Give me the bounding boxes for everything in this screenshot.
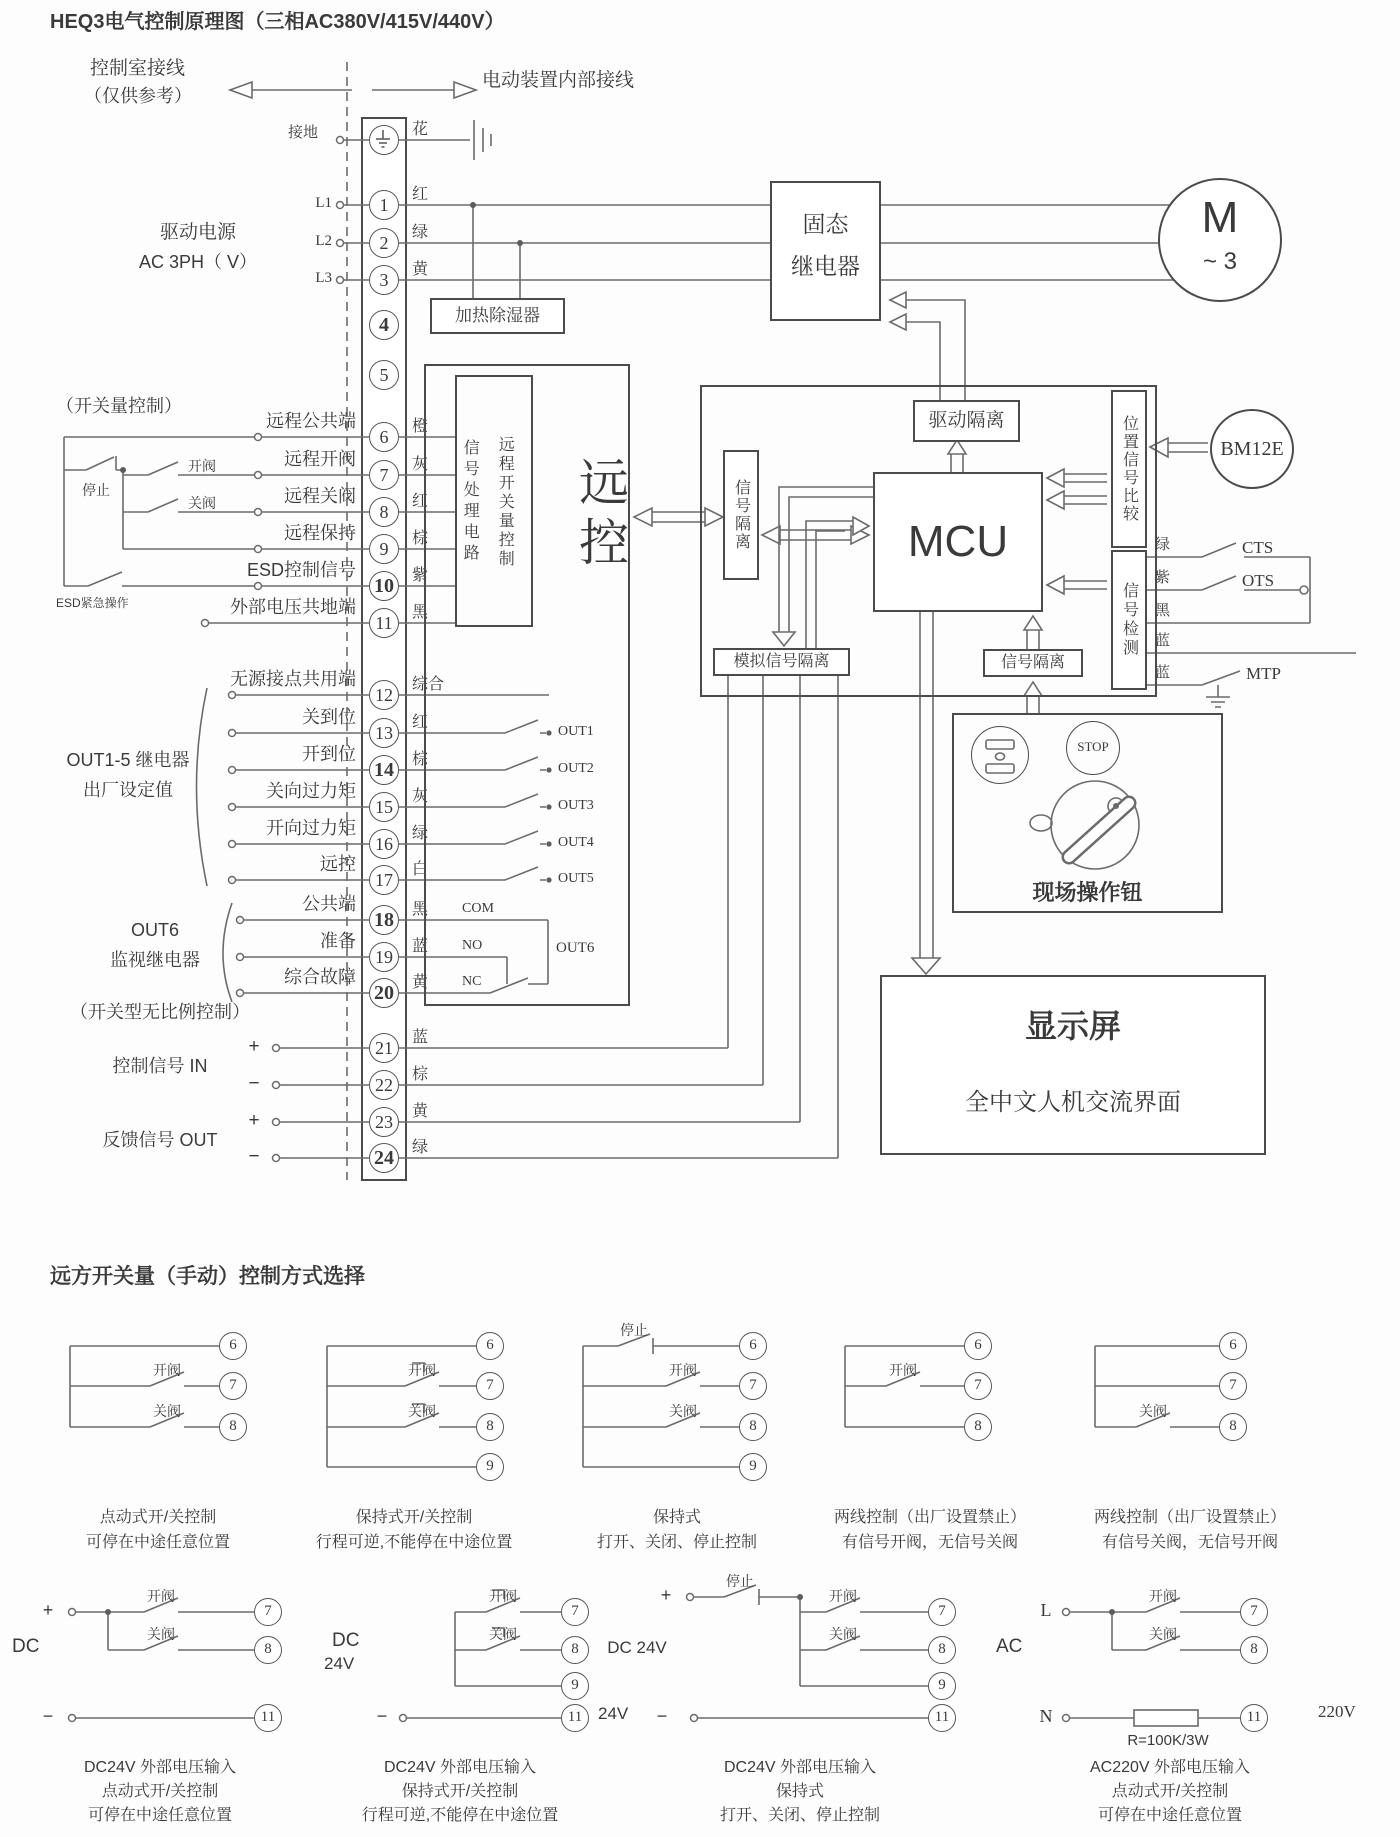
d1-minus: − [42, 1706, 54, 1726]
l2-label: L2 [315, 233, 332, 249]
terminal-14: 14 [369, 755, 399, 785]
terminal-12: 12 [369, 680, 399, 710]
wire-color: 绿 [412, 825, 429, 842]
wire-color: 红 [412, 714, 429, 731]
d3-open-label: 开阀 [829, 1588, 857, 1604]
mcu-block: MCU [873, 472, 1043, 612]
row-label-14: 开到位 [302, 744, 356, 764]
d2-minus: − [376, 1706, 388, 1726]
motor-block [1158, 178, 1282, 302]
m3-t9: 9 [739, 1453, 767, 1481]
terminal-ground [369, 125, 399, 155]
ssr-label1: 固态 [802, 211, 849, 237]
d4-t8: 8 [1240, 1636, 1268, 1664]
d4-caption3: 可停在中途任意位置 [1097, 1807, 1242, 1824]
d4-caption2: 点动式开/关控制 [1111, 1783, 1229, 1800]
display-subtitle: 全中文人机交流界面 [965, 1089, 1181, 1116]
remote-switch-ctrl-label: 远程开关量控制 [496, 435, 514, 569]
drive-power-label: 驱动电源 [159, 222, 236, 243]
m2-t6: 6 [476, 1332, 504, 1360]
wire-color: 黄 [412, 974, 429, 991]
d2-close-label: 关阀 [489, 1626, 517, 1642]
det-wire-black: 黑 [1155, 602, 1171, 619]
wire-color: 黄 [412, 261, 429, 278]
d4-t11: 11 [1240, 1704, 1268, 1732]
esd-switch-label: ESD紧急操作 [56, 596, 129, 610]
m4-caption2: 有信号开阀，无信号关阀 [841, 1534, 1018, 1551]
d3-close-label: 关阀 [829, 1626, 857, 1642]
arrow-right-icon [454, 82, 476, 98]
d1-open-label: 开阀 [147, 1588, 175, 1604]
m3-t7: 7 [739, 1372, 767, 1400]
m2-open-label: 开阀 [408, 1362, 436, 1378]
d1-t11: 11 [254, 1704, 282, 1732]
wire-color: 黑 [412, 901, 429, 918]
out4-label: OUT4 [558, 835, 594, 850]
wire-color: 橙 [412, 418, 429, 435]
d1-source-label: DC [12, 1636, 40, 1657]
out15-group-label2: 出厂设定值 [83, 780, 173, 800]
d4-source-label: AC [996, 1636, 1023, 1657]
heater-block: 加热除湿器 [430, 298, 565, 334]
wire-color: 综合 [412, 676, 445, 693]
terminal-7: 7 [369, 460, 399, 490]
wire-color: 黑 [412, 604, 429, 621]
out3-label: OUT3 [558, 798, 594, 813]
arrow-left-icon [230, 82, 252, 98]
drive-iso-block: 驱动隔离 [913, 400, 1020, 442]
wire-color: 紫 [412, 567, 429, 584]
terminal-24: 24 [369, 1143, 399, 1173]
d3-caption1: DC24V 外部电压输入 [723, 1759, 877, 1776]
terminal-19: 19 [369, 942, 399, 972]
d4-close-label: 关阀 [1149, 1626, 1177, 1642]
row-label-17: 远控 [320, 854, 356, 874]
d2-t9: 9 [561, 1672, 589, 1700]
plus-21: + [248, 1036, 260, 1057]
wire-color: 红 [412, 493, 429, 510]
resistor-symbol [1134, 1710, 1198, 1726]
wire-color: 绿 [412, 224, 429, 241]
wire-color: 棕 [412, 751, 429, 768]
m2-caption1: 保持式开/关控制 [355, 1509, 473, 1526]
ssr-label2: 继电器 [791, 253, 860, 279]
det-wire-blue2: 蓝 [1155, 664, 1171, 681]
terminal-4: 4 [369, 310, 399, 340]
m5-t8: 8 [1219, 1413, 1247, 1441]
d4-n-label: N [1039, 1706, 1053, 1726]
d2-caption2: 保持式开/关控制 [401, 1783, 519, 1800]
d3-t11: 11 [928, 1704, 956, 1732]
out6-group-label: OUT6 [130, 920, 179, 940]
d4-resistor-label: R=100K/3W [1127, 1732, 1209, 1749]
det-wire-blue1: 蓝 [1155, 632, 1171, 649]
m5-t6: 6 [1219, 1332, 1247, 1360]
d1-caption1: DC24V 外部电压输入 [83, 1759, 237, 1776]
m3-open-label: 开阀 [669, 1362, 697, 1378]
m4-caption1: 两线控制（出厂设置禁止） [833, 1509, 1026, 1526]
d4-open-label: 开阀 [1149, 1588, 1177, 1604]
d3-plus: + [660, 1585, 672, 1605]
terminal-18: 18 [369, 905, 399, 935]
signal-iso-left-block: 信号隔离 [723, 450, 759, 580]
signal-iso-right-block: 信号隔离 [983, 649, 1083, 677]
terminal-23: 23 [369, 1107, 399, 1137]
d2-source-label2: 24V [324, 1654, 355, 1673]
wire-color: 棕 [412, 1066, 429, 1083]
display-title: 显示屏 [1024, 1008, 1121, 1044]
d1-close-label: 关阀 [147, 1626, 175, 1642]
d1-caption3: 可停在中途任意位置 [87, 1807, 232, 1824]
d4-caption1: AC220V 外部电压输入 [1089, 1759, 1251, 1776]
nc-label: NC [462, 974, 482, 989]
m5-close-label: 关阀 [1139, 1403, 1167, 1419]
d2-source-label: DC [332, 1630, 360, 1651]
terminal-20: 20 [369, 978, 399, 1008]
ssr-block [770, 181, 881, 321]
row-label-16: 开向过力矩 [266, 818, 356, 838]
d1-caption2: 点动式开/关控制 [101, 1783, 219, 1800]
wire-color: 黄 [412, 1103, 429, 1120]
out15-group-label: OUT1-5 继电器 [66, 750, 190, 770]
d4-voltage-label: 220V [1318, 1702, 1356, 1721]
wire-color: 花 [412, 121, 429, 138]
terminal-5: 5 [369, 360, 399, 390]
wire-color: 灰 [412, 788, 429, 805]
drive-power-spec: AC 3PH（ V） [138, 252, 258, 272]
m3-caption2: 打开、关闭、停止控制 [596, 1534, 757, 1551]
control-signal-label: 控制信号 IN [112, 1056, 208, 1076]
terminal-13: 13 [369, 718, 399, 748]
header-left-sub: （仅供参考） [84, 86, 192, 106]
d4-l-label: L [1040, 1600, 1052, 1620]
m4-t6: 6 [964, 1332, 992, 1360]
det-wire-purple: 紫 [1155, 569, 1171, 586]
terminal-21: 21 [369, 1033, 399, 1063]
proportional-note: （开关型无比例控制） [70, 1002, 250, 1022]
m3-close-label: 关阀 [669, 1403, 697, 1419]
m5-t7: 7 [1219, 1372, 1247, 1400]
ground-label: 接地 [288, 124, 319, 141]
wire-color: 蓝 [412, 1029, 429, 1046]
mtp-label: MTP [1246, 664, 1281, 683]
position-compare-block: 位置信号比较 [1111, 390, 1147, 548]
terminal-15: 15 [369, 792, 399, 822]
d1-plus: + [42, 1600, 54, 1620]
motor-phase-label: ~ 3 [1202, 248, 1238, 275]
wire-color: 绿 [412, 1139, 429, 1156]
plus-23: + [248, 1110, 260, 1131]
minus-22: − [248, 1073, 260, 1094]
open-close-button [971, 726, 1029, 784]
d3-source-label: DC 24V [607, 1638, 667, 1657]
motor-label: M [1201, 193, 1239, 242]
terminal-17: 17 [369, 865, 399, 895]
d3-caption3: 打开、关闭、停止控制 [719, 1807, 880, 1824]
m1-caption2: 可停在中途任意位置 [85, 1534, 230, 1551]
m2-t7: 7 [476, 1372, 504, 1400]
no-label: NO [462, 938, 483, 953]
row-label-8: 远程关阀 [284, 486, 356, 506]
d4-t7: 7 [1240, 1598, 1268, 1626]
m5-caption2: 有信号关阀，无信号开阀 [1101, 1534, 1278, 1551]
row-label-9: 远程保持 [284, 523, 356, 543]
wire-color: 白 [412, 861, 429, 878]
out1-label: OUT1 [558, 724, 594, 739]
d2-caption3: 行程可逆,不能停在中途位置 [361, 1807, 559, 1824]
row-label-20: 综合故障 [284, 967, 356, 987]
row-label-13: 关到位 [302, 707, 356, 727]
out2-label: OUT2 [558, 761, 594, 776]
terminal-16: 16 [369, 829, 399, 859]
m1-close-label: 关阀 [153, 1403, 181, 1419]
remote-big-label: 远控 [572, 455, 628, 576]
feedback-signal-label: 反馈信号 OUT [102, 1130, 218, 1150]
close-switch-label: 关阀 [188, 495, 216, 511]
m2-t8: 8 [476, 1413, 504, 1441]
wire-color: 灰 [412, 456, 429, 473]
row-label-11: 外部电压共地端 [230, 597, 356, 617]
l1-label: L1 [315, 195, 332, 211]
wire-color: 红 [412, 186, 429, 203]
wire-color: 棕 [412, 530, 429, 547]
encoder-block: BM12E [1210, 409, 1294, 489]
page-title: HEQ3电气控制原理图（三相AC380V/415V/440V） [50, 11, 505, 33]
terminal-9: 9 [369, 534, 399, 564]
terminal-6: 6 [369, 422, 399, 452]
row-label-7: 远程开阀 [284, 449, 356, 469]
l3-label: L3 [315, 270, 332, 286]
d3-source-label2: 24V [598, 1704, 629, 1723]
out5-label: OUT5 [558, 871, 594, 886]
terminal-2: 2 [369, 228, 399, 258]
stop-button: STOP [1066, 721, 1120, 775]
d1-t7: 7 [254, 1598, 282, 1626]
m3-caption1: 保持式 [652, 1509, 701, 1526]
header-right-label: 电动装置内部接线 [482, 70, 635, 91]
out6-group-label2: 监视继电器 [110, 950, 200, 970]
signal-detect-block: 信号检测 [1111, 550, 1147, 690]
row-label-10: ESD控制信号 [246, 560, 356, 580]
terminal-3: 3 [369, 265, 399, 295]
switch-group-title: （开关量控制） [56, 396, 182, 416]
d3-caption2: 保持式 [775, 1783, 824, 1800]
m1-t8: 8 [219, 1413, 247, 1441]
m1-t6: 6 [219, 1332, 247, 1360]
terminal-11: 11 [369, 608, 399, 638]
terminal-8: 8 [369, 497, 399, 527]
m2-caption2: 行程可逆,不能停在中途位置 [315, 1534, 513, 1551]
out6-label: OUT6 [556, 940, 595, 956]
d2-open-label: 开阀 [489, 1588, 517, 1604]
m2-t9: 9 [476, 1453, 504, 1481]
d3-stop-label: 停止 [726, 1573, 754, 1589]
d2-t11: 11 [561, 1704, 589, 1732]
header-left-label: 控制室接线 [90, 58, 186, 79]
m3-t8: 8 [739, 1413, 767, 1441]
com-label: COM [462, 901, 494, 916]
m5-caption1: 两线控制（出厂设置禁止） [1093, 1509, 1286, 1526]
d3-t9: 9 [928, 1672, 956, 1700]
ots-label: OTS [1242, 571, 1275, 590]
d2-t7: 7 [561, 1598, 589, 1626]
d2-t8: 8 [561, 1636, 589, 1664]
analog-iso-block: 模拟信号隔离 [713, 648, 850, 676]
row-label-18: 公共端 [302, 894, 356, 914]
signal-process-label: 信号处理电路 [461, 439, 479, 565]
m3-t6: 6 [739, 1332, 767, 1360]
d3-minus: − [656, 1706, 668, 1726]
terminal-22: 22 [369, 1070, 399, 1100]
m1-open-label: 开阀 [153, 1362, 181, 1378]
cts-label: CTS [1242, 538, 1274, 557]
d3-t7: 7 [928, 1598, 956, 1626]
m4-open-label: 开阀 [889, 1362, 917, 1378]
m1-caption1: 点动式开/关控制 [99, 1509, 217, 1526]
d1-t8: 8 [254, 1636, 282, 1664]
wire-color: 蓝 [412, 938, 429, 955]
local-panel-label: 现场操作钮 [1032, 880, 1143, 905]
d2-caption1: DC24V 外部电压输入 [383, 1759, 537, 1776]
row-label-19: 准备 [320, 931, 356, 951]
m1-t7: 7 [219, 1372, 247, 1400]
open-switch-label: 开阀 [188, 458, 216, 474]
manual-mode-section-title: 远方开关量（手动）控制方式选择 [50, 1265, 365, 1288]
display-block [880, 975, 1266, 1155]
m2-close-label: 关阀 [408, 1403, 436, 1419]
row-label-15: 关向过力矩 [266, 781, 356, 801]
terminal-10: 10 [369, 571, 399, 601]
m4-t7: 7 [964, 1372, 992, 1400]
det-wire-green: 绿 [1155, 536, 1171, 553]
terminal-1: 1 [369, 190, 399, 220]
d3-t8: 8 [928, 1636, 956, 1664]
m3-stop-label: 停止 [620, 1322, 648, 1338]
m4-t8: 8 [964, 1413, 992, 1441]
row-label-12: 无源接点共用端 [230, 669, 356, 689]
minus-24: − [248, 1146, 260, 1167]
stop-switch-label: 停止 [82, 482, 110, 498]
row-label-6: 远程公共端 [266, 411, 356, 431]
